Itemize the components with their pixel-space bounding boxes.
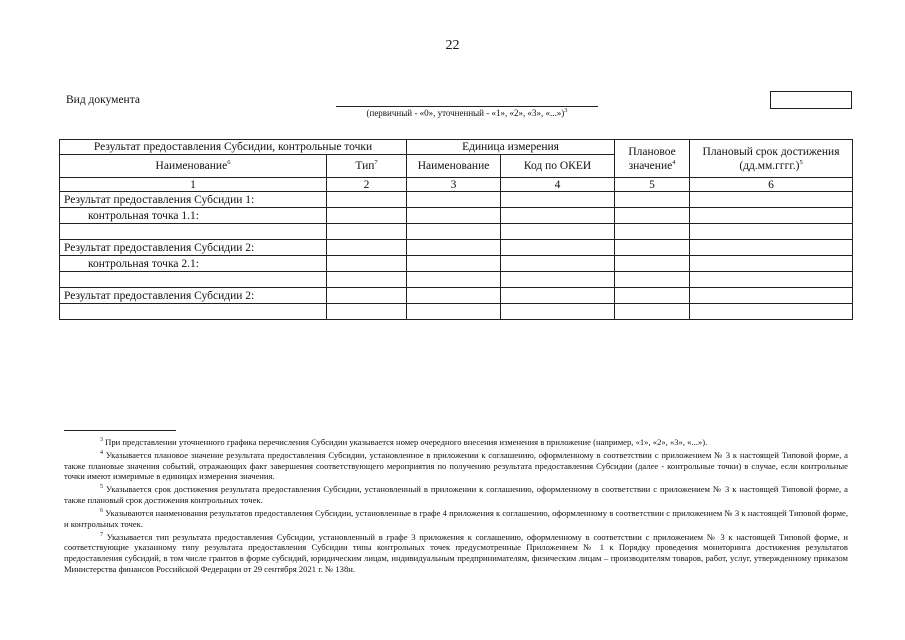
table-cell[interactable] [327, 208, 407, 224]
table-cell[interactable] [690, 304, 853, 320]
footnote [64, 437, 848, 448]
column-number: 1 [60, 178, 327, 192]
table-cell[interactable] [407, 240, 501, 256]
footnote [64, 508, 848, 529]
table-cell[interactable] [327, 192, 407, 208]
table-cell[interactable] [501, 256, 615, 272]
table-cell[interactable] [615, 272, 690, 288]
footnote-number: 5 [100, 484, 103, 491]
footnote-ref: 7 [374, 159, 378, 167]
footnote [64, 450, 848, 482]
row-label-cell [60, 224, 327, 240]
header-okei-code: Код по ОКЕИ [501, 155, 615, 178]
table-cell[interactable] [615, 288, 690, 304]
column-number: 6 [690, 178, 853, 192]
header-name: Наименование$^6$ [60, 155, 327, 178]
table-row [60, 288, 853, 304]
header-unit-name: Наименование [407, 155, 501, 178]
table-cell[interactable] [327, 288, 407, 304]
row-label-cell: контрольная точка 1.1: [60, 208, 327, 224]
row-label-cell: Результат предоставления Субсидии 2: [60, 240, 327, 256]
results-table [59, 139, 853, 320]
table-cell[interactable] [327, 304, 407, 320]
table-cell[interactable] [690, 208, 853, 224]
table-cell[interactable] [407, 288, 501, 304]
header-planned-value: Плановое значение$^4$ [615, 140, 690, 178]
table-row [60, 240, 853, 256]
table-cell[interactable] [327, 224, 407, 240]
table-cell[interactable] [407, 208, 501, 224]
footnotes [64, 437, 848, 577]
doc-type-input-box[interactable] [770, 91, 852, 109]
table-cell[interactable] [615, 240, 690, 256]
table-cell[interactable] [501, 288, 615, 304]
footnote-number: 4 [100, 450, 103, 457]
footnote-divider [64, 430, 176, 431]
doc-type-label: Вид документа [66, 94, 140, 106]
footnote-text: Указывается тип результата предоставления Субсидии, установленный в графе 3 приложения к соглашению, оформленному в соответствии с приложением № 3 к настоящей Типовой форме, и соответствующие указанному типу результата предоставления Субсидии типы контрольных точек предусмотренные Приложением № 1 к Порядку проведения мониторинга достижения результатов предоставления субсидий, в том числе грантов в форме субсидий, юридическим лицам, индивидуальным предпринимателям, физическим лицам – производителям товаров, работ, услуг, утвержденному приказом Министерства финансов Российской Федерации от 29 сентября 2021 г. № 138н. [64, 531, 848, 574]
header-type: Тип$^7$ [327, 155, 407, 178]
footnote [64, 532, 848, 574]
header-unit-group: Единица измерения [407, 140, 615, 155]
table-cell[interactable] [327, 272, 407, 288]
column-number: 5 [615, 178, 690, 192]
doc-type-underline [336, 106, 598, 107]
table-cell[interactable] [501, 304, 615, 320]
table-row [60, 208, 853, 224]
table-cell[interactable] [615, 224, 690, 240]
row-label-cell: Результат предоставления Субсидии 2: [60, 288, 327, 304]
footnote-text: Указывается плановое значение результата предоставления Субсидии, установленное в приложении к соглашению, оформленному в соответствии с приложением № 3 к настоящей Типовой форме, а также плановые значения событий, отражающих факт завершения соответствующего мероприятия по получению результата предоставления Субсидии (далее - контрольные точки) в случае, если контрольные точки имеют измеримые в единицах измерения значения. [64, 450, 848, 482]
footnote-number: 7 [100, 531, 103, 538]
row-label-cell: контрольная точка 2.1: [60, 256, 327, 272]
footnote [64, 484, 848, 505]
footnote-number: 3 [100, 437, 103, 444]
row-label-cell: Результат предоставления Субсидии 1: [60, 192, 327, 208]
table-cell[interactable] [501, 208, 615, 224]
table-row [60, 224, 853, 240]
header-planned-date: Плановый срок достижения (дд.мм.гггг.)$^5$ [690, 140, 853, 178]
column-numbers-row [60, 178, 853, 192]
column-number: 2 [327, 178, 407, 192]
table-cell[interactable] [615, 208, 690, 224]
header-result-group: Результат предоставления Субсидии, контрольные точки [60, 140, 407, 155]
table-cell[interactable] [407, 192, 501, 208]
column-number: 3 [407, 178, 501, 192]
footnote-ref: 5 [799, 158, 803, 166]
table-cell[interactable] [501, 224, 615, 240]
table-row [60, 192, 853, 208]
table-cell[interactable] [407, 304, 501, 320]
footnote-text: Указывается срок достижения результата предоставления Субсидии, установленный в приложении к соглашению, оформленному в соответствии с приложением № 3 к настоящей Типовой форме, а также плановый срок достижения контрольных точек. [64, 484, 848, 505]
table-cell[interactable] [407, 272, 501, 288]
footnote-number: 6 [100, 508, 103, 515]
table-cell[interactable] [690, 192, 853, 208]
doc-type-hint: (первичный - «0», уточненный - «1», «2», «3», «...»)$^3$ [366, 107, 568, 118]
footnote-ref: 3 [564, 107, 568, 114]
table-cell[interactable] [615, 304, 690, 320]
table-cell[interactable] [690, 272, 853, 288]
table-cell[interactable] [327, 256, 407, 272]
table-row [60, 304, 853, 320]
table-cell[interactable] [501, 192, 615, 208]
table-cell[interactable] [690, 240, 853, 256]
table-cell[interactable] [615, 192, 690, 208]
table-row [60, 272, 853, 288]
table-cell[interactable] [407, 256, 501, 272]
footnote-text: При представлении уточненного графика перечисления Субсидии указывается номер очередного внесения изменения в приложение (например, «1», «2», «3», «...»). [105, 437, 708, 447]
column-number: 4 [501, 178, 615, 192]
table-cell[interactable] [690, 224, 853, 240]
row-label-cell [60, 304, 327, 320]
footnote-ref: 6 [227, 159, 231, 167]
table-row [60, 256, 853, 272]
footnote-text: Указываются наименования результатов предоставления Субсидии, установленные в графе 4 приложения к соглашению, оформленному в соответствии с приложением № 3 к настоящей Типовой форме, и контрольных точек. [64, 508, 848, 529]
table-cell[interactable] [690, 288, 853, 304]
table-cell[interactable] [615, 256, 690, 272]
table-cell[interactable] [407, 224, 501, 240]
table-cell[interactable] [501, 240, 615, 256]
footnote-ref: 4 [672, 158, 676, 166]
row-label-cell [60, 272, 327, 288]
page-number: 22 [445, 38, 460, 53]
table-cell[interactable] [501, 272, 615, 288]
table-cell[interactable] [690, 256, 853, 272]
table-cell[interactable] [327, 240, 407, 256]
